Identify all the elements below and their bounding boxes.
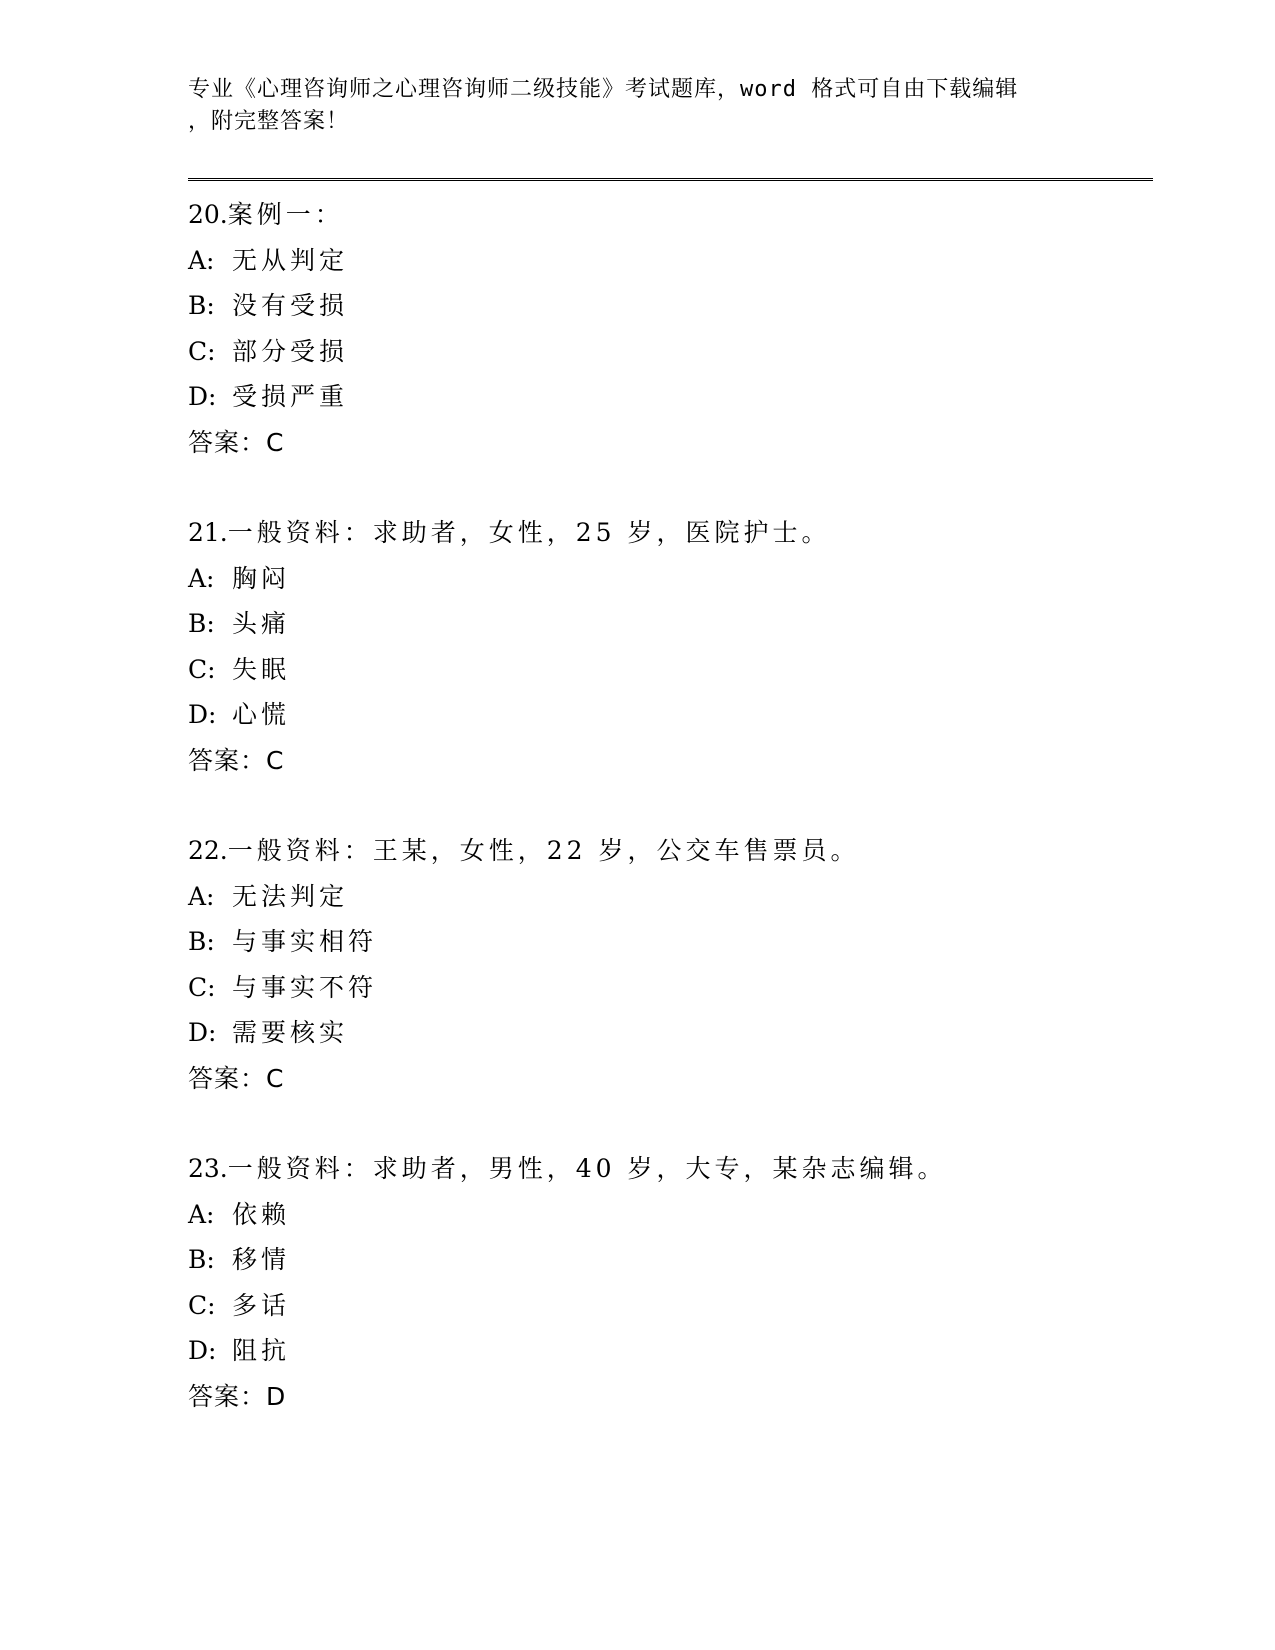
option-text: 部分受损 — [232, 336, 349, 366]
option-c — [188, 1283, 1148, 1329]
header-line-1: 专业《心理咨询师之心理咨询师二级技能》考试题库，word 格式可自由下载编辑 — [188, 77, 1019, 102]
option-key: D: — [188, 1018, 217, 1047]
question-text: 一般资料：求助者，女性，25 岁，医院护士。 — [227, 518, 831, 547]
option-text: 失眠 — [232, 654, 291, 684]
option-d — [188, 1010, 1148, 1056]
option-key: B: — [188, 609, 215, 638]
answer-line: 答案：D — [188, 1381, 287, 1411]
header-divider — [188, 178, 1153, 181]
option-text: 心慌 — [232, 700, 291, 729]
option-key: D: — [188, 700, 217, 729]
option-text: 与事实相符 — [232, 927, 378, 956]
answer-line: 答案：C — [188, 745, 285, 775]
question-list — [188, 192, 1148, 1464]
option-d — [188, 1328, 1148, 1374]
option-c — [188, 647, 1148, 693]
option-text: 多话 — [232, 1290, 291, 1320]
question-stem — [188, 828, 1148, 874]
option-text: 移情 — [232, 1245, 291, 1274]
option-text: 需要核实 — [232, 1018, 349, 1047]
question-text: 一般资料：求助者，男性，40 岁，大专，某杂志编辑。 — [227, 1154, 947, 1183]
option-key: A: — [188, 245, 215, 275]
question-text: 一般资料：王某，女性，22 岁，公交车售票员。 — [227, 836, 860, 865]
option-key: B: — [188, 291, 215, 320]
document-header — [188, 74, 1068, 138]
option-key: C: — [188, 1290, 216, 1320]
option-key: A: — [188, 1199, 215, 1229]
option-b — [188, 919, 1148, 965]
option-c — [188, 965, 1148, 1011]
option-a — [188, 556, 1148, 602]
option-key: D: — [188, 1336, 217, 1365]
option-key: A: — [188, 881, 215, 911]
question-number: 20. — [188, 200, 228, 229]
question-stem — [188, 510, 1148, 556]
question-stem — [188, 192, 1148, 238]
option-key: A: — [188, 563, 215, 593]
option-text: 受损严重 — [232, 382, 349, 411]
option-text: 阻抗 — [232, 1336, 291, 1365]
option-key: B: — [188, 927, 215, 956]
option-a — [188, 1192, 1148, 1238]
option-b — [188, 283, 1148, 329]
option-d — [188, 374, 1148, 420]
option-key: C: — [188, 972, 216, 1002]
option-key: B: — [188, 1245, 215, 1274]
question-number: 22. — [188, 836, 228, 865]
question-21 — [188, 510, 1148, 783]
question-number: 23. — [188, 1154, 228, 1183]
header-line-2: ，附完整答案！ — [188, 109, 350, 134]
option-key: C: — [188, 336, 216, 366]
option-b — [188, 1237, 1148, 1283]
question-number: 21. — [188, 518, 228, 547]
option-text: 无从判定 — [232, 245, 349, 275]
option-text: 没有受损 — [232, 291, 349, 320]
option-text: 与事实不符 — [232, 972, 378, 1002]
answer-line: 答案：C — [188, 427, 285, 457]
option-b — [188, 601, 1148, 647]
question-text: 案例一： — [227, 200, 344, 229]
option-key: C: — [188, 654, 216, 684]
question-23 — [188, 1146, 1148, 1419]
option-text: 无法判定 — [232, 881, 349, 911]
option-text: 头痛 — [232, 609, 291, 638]
question-stem — [188, 1146, 1148, 1192]
option-a — [188, 874, 1148, 920]
option-key: D: — [188, 382, 217, 411]
option-c — [188, 329, 1148, 375]
option-text: 胸闷 — [232, 563, 291, 593]
question-22 — [188, 828, 1148, 1101]
option-d — [188, 692, 1148, 738]
question-20 — [188, 192, 1148, 465]
option-text: 依赖 — [232, 1199, 291, 1229]
answer-line: 答案：C — [188, 1063, 285, 1093]
option-a — [188, 238, 1148, 284]
